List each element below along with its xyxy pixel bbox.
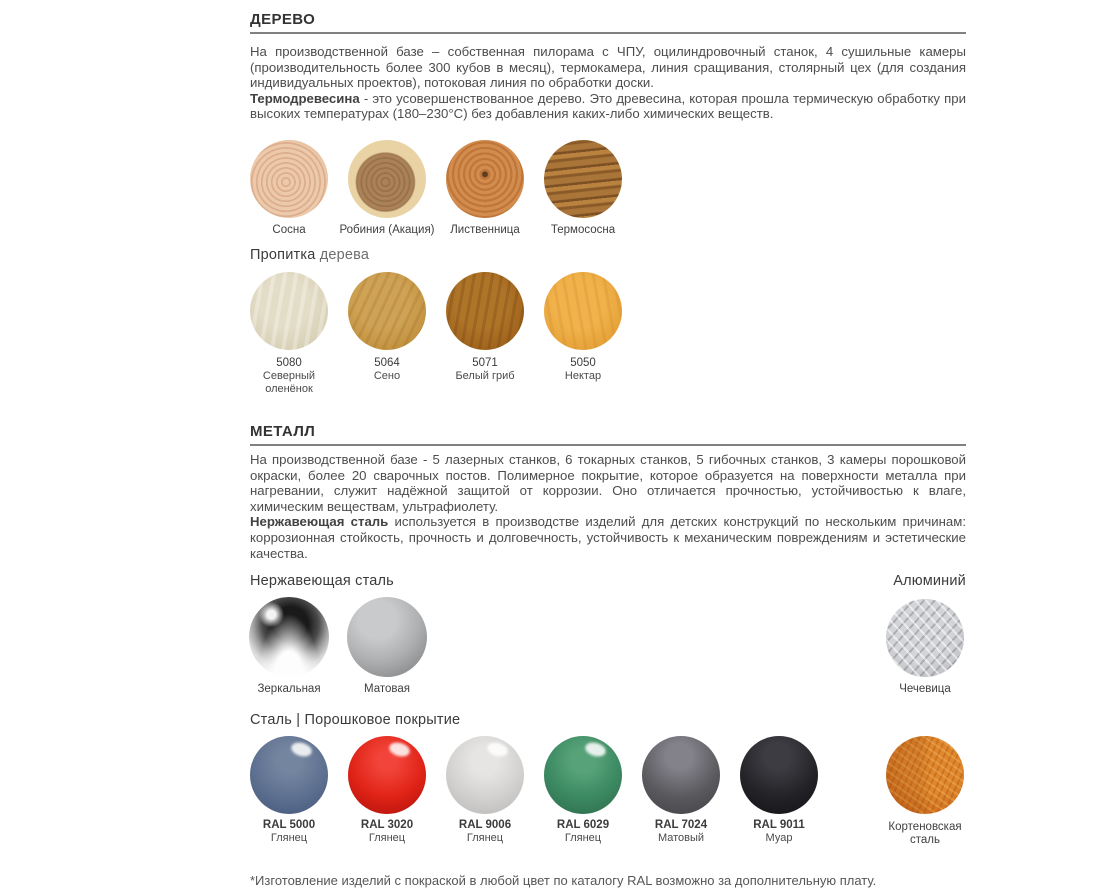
impregnation-swatch-cell-5080 [240,272,338,396]
impregnation-swatch-cell-5064 [338,272,436,396]
thermo-pine-grain-icon [544,140,622,218]
wood-thermo-paragraph [250,91,966,122]
impregnation-title-lead: Пропитка [250,246,316,263]
swatch-code: RAL 9011 [753,819,805,832]
ral-9006-ball-icon [446,736,524,814]
stain-5080-icon [250,272,328,350]
larch-cut-icon [446,140,524,218]
corten-rust-icon [886,736,964,814]
ral-9011-ball-icon [740,736,818,814]
swatch-label: Кортеновская сталь [888,821,962,847]
swatch-label: Лиственница [450,223,520,236]
swatch-name: Белый гриб [455,369,515,382]
wood-swatch-cell-acacia [338,140,436,237]
swatch-finish: Глянец [564,832,602,845]
impregnation-swatch-cell-5050 [534,272,632,396]
swatch-label: Чечевица [899,683,951,696]
stainless-swatch-row [240,597,966,696]
stainless-swatch-cell-matte [338,597,436,696]
stainless-steel-text: используется в производстве изделий для детских конструкций по нескольким причинам: коррозионная стойкость, прочность и долговечность, устойчивость к механическим повреждениям и эстетические качества. [250,514,966,561]
wood-intro-paragraph: На производственной базе – собственная пилорама с ЧПУ, оцилиндровочный станок, 4 сушильные камеры (производительность более 300 кубов в месяц), термокамера, линия сращивания, столярный цех (для создания индивидуальных проектов), потоковая линия по обработки доски. [250,44,966,91]
ral-5000-ball-icon [250,736,328,814]
wood-swatch-cell-pine [240,140,338,237]
metal-section-title: МЕТАЛЛ [250,422,316,440]
stainless-steel-term: Нержавеющая сталь [250,514,389,530]
ral-7024-ball-icon [642,736,720,814]
swatch-name: Нектар [564,369,602,382]
swatch-code: RAL 6029 [556,819,610,832]
swatch-code: RAL 3020 [360,819,414,832]
content-column [250,0,966,888]
stain-5050-icon [544,272,622,350]
stain-5071-icon [446,272,524,350]
swatch-code: 5080 [276,356,302,369]
swatch-code: RAL 7024 [654,819,708,832]
diamond-plate-icon [886,599,964,677]
swatch-label: Зеркальная [257,683,321,696]
powder-swatch-cell-ral5000 [240,736,338,845]
swatch-code: RAL 5000 [262,819,316,832]
powder-swatch-cell-ral9006 [436,736,534,845]
swatch-name: Сено [373,369,401,382]
ral-6029-ball-icon [544,736,622,814]
swatch-finish: Глянец [466,832,504,845]
stainless-swatch-cell-mirror [240,597,338,696]
swatch-finish: Глянец [368,832,406,845]
acacia-cut-icon [348,140,426,218]
swatch-label: Матовая [364,683,410,696]
powder-swatch-cell-ral6029 [534,736,632,845]
metal-stainless-paragraph [250,514,966,561]
swatch-code: 5071 [472,356,498,369]
aluminum-swatch-cell [876,597,974,696]
metal-section-rule [250,444,966,446]
stainless-aluminum-heading-row [250,573,966,589]
impregnation-swatch-cell-5071 [436,272,534,396]
impregnation-title [250,247,966,263]
matte-steel-ball-icon [347,597,427,677]
wood-section-rule [250,32,966,34]
wood-swatch-row [240,140,966,237]
thermo-wood-term: Термодревесина [250,90,360,106]
wood-swatch-cell-larch [436,140,534,237]
mirror-steel-ball-icon [249,597,329,677]
aluminum-title: Алюминий [893,573,966,590]
impregnation-swatch-row [240,272,966,396]
metal-intro-paragraph: На производственной базе - 5 лазерных станков, 6 токарных станков, 5 гибочных станков, 3 камеры порошковой окраски, более 20 сварочных постов. Полимерное покрытие, которое образуется на поверхности металла при нагревании, служит надёжной защитой от коррозии. Оно отличается прочностью, устойчивостью к влаге, химическим веществам, ультрафиолету. [250,451,966,514]
powder-swatch-cell-ral3020 [338,736,436,845]
swatch-code: 5064 [374,356,400,369]
swatch-label: Термососна [550,223,616,236]
swatch-finish: Матовый [657,832,705,845]
wood-section-title: ДЕРЕВО [250,11,316,28]
swatch-name: Северный оленёнок [262,369,316,395]
stainless-title: Нержавеющая сталь [250,573,394,590]
swatch-code: RAL 9006 [458,819,512,832]
powder-swatch-row [240,736,966,845]
swatch-code: 5050 [570,356,596,369]
ral-footnote: *Изготовление изделий с покраской в любой цвет по каталогу RAL возможно за дополнительную плату. [250,873,877,888]
thermo-wood-text: - это усовершенствованное дерево. Это древесина, которая прошла термическую обработку при высоких температурах (180–230°С) без добавления каких-либо химических веществ. [250,90,966,122]
impregnation-title-rest: дерева [315,246,370,263]
swatch-label: Сосна [272,223,306,236]
swatch-finish: Глянец [270,832,308,845]
wood-swatch-cell-thermopine [534,140,632,237]
pine-cut-icon [250,140,328,218]
corten-swatch-cell [876,736,974,847]
powder-coating-title: Сталь | Порошковое покрытие [250,712,461,729]
powder-swatch-cell-ral9011 [730,736,828,845]
powder-swatch-cell-ral7024 [632,736,730,845]
ral-3020-ball-icon [348,736,426,814]
swatch-label: Робиния (Акация) [339,223,435,236]
swatch-finish: Муар [765,832,793,845]
stain-5064-icon [348,272,426,350]
